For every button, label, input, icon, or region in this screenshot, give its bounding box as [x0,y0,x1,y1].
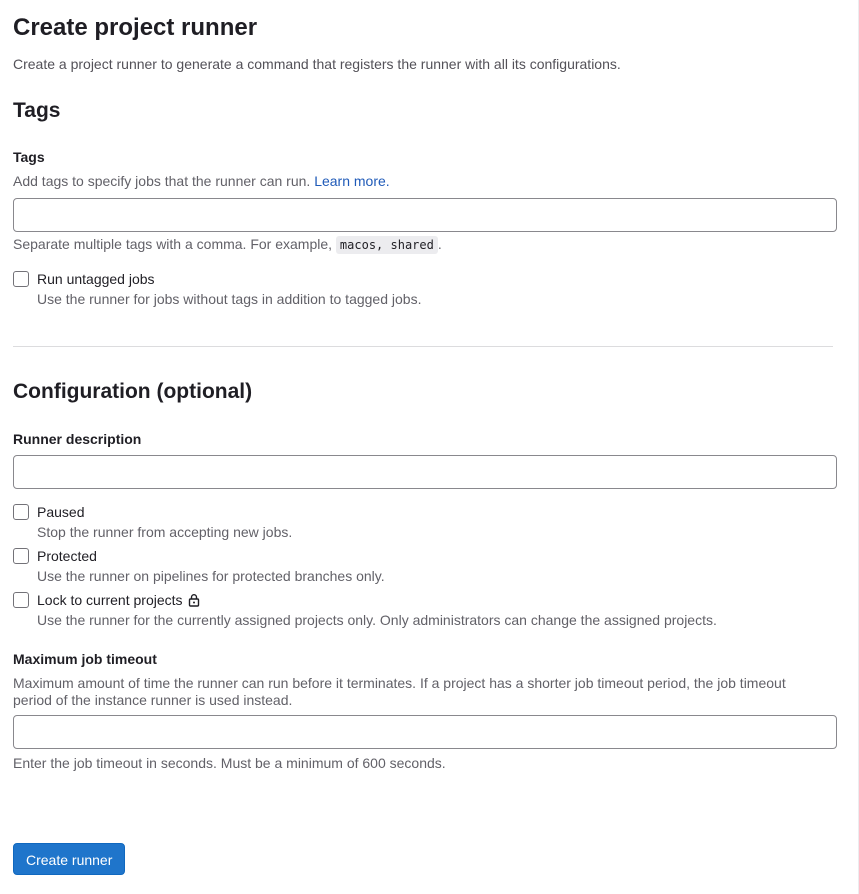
tags-hint [13,236,442,254]
run-untagged-help: Use the runner for jobs without tags in addition to tagged jobs. [37,291,422,307]
lock-projects-label[interactable]: Lock to current projects [37,592,183,608]
runner-description-input[interactable] [13,455,837,489]
paused-checkbox[interactable] [13,504,29,520]
run-untagged-checkbox[interactable] [13,271,29,287]
paused-help: Stop the runner from accepting new jobs. [37,524,293,540]
tags-hint-suffix: . [437,236,442,252]
tags-help-sentence: Add tags to specify jobs that the runner can run. [13,173,311,189]
protected-checkbox[interactable] [13,548,29,564]
learn-more-link[interactable]: Learn more. [314,173,390,189]
page-description: Create a project runner to generate a command that registers the runner with all its configurations. [13,56,621,72]
tags-example-code: macos, shared [336,236,438,254]
lock-icon [187,593,201,611]
lock-projects-checkbox[interactable] [13,592,29,608]
tags-help-text [13,173,390,190]
create-runner-button[interactable]: Create runner [13,843,125,875]
tags-field-label: Tags [13,149,45,165]
tags-hint-text: Separate multiple tags with a comma. For example, [13,236,333,252]
section-divider [13,346,833,347]
tags-section-heading: Tags [13,99,61,122]
paused-label[interactable]: Paused [37,504,85,520]
runner-description-label: Runner description [13,431,142,447]
max-timeout-label: Maximum job timeout [13,651,157,667]
max-timeout-input[interactable] [13,715,837,749]
lock-projects-help: Use the runner for the currently assigned projects only. Only administrators can change the assigned projects. [37,612,717,628]
protected-label[interactable]: Protected [37,548,97,564]
configuration-section-heading: Configuration (optional) [13,380,253,403]
protected-help: Use the runner on pipelines for protected branches only. [37,568,385,584]
run-untagged-label[interactable]: Run untagged jobs [37,271,155,287]
page-title: Create project runner [13,14,258,41]
lock-projects-label-wrap[interactable] [37,591,201,611]
tags-input[interactable] [13,198,837,232]
max-timeout-hint: Enter the job timeout in seconds. Must be a minimum of 600 seconds. [13,755,446,771]
max-timeout-help: Maximum amount of time the runner can run before it terminates. If a project has a shorter job timeout period, the job timeout period of the instance runner is used instead. [13,675,786,708]
